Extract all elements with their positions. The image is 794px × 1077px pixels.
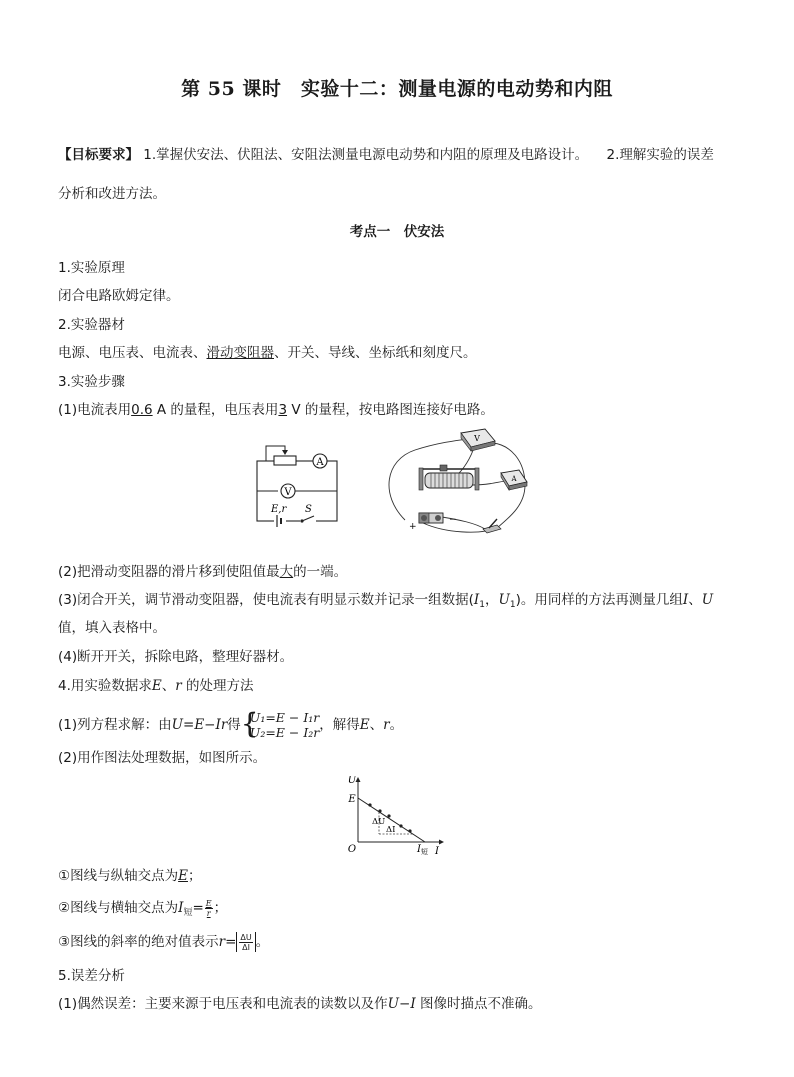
conclusion-2-eq: =	[192, 900, 204, 916]
step-1	[58, 400, 494, 420]
method-1-sep: 、	[369, 717, 384, 733]
equation-system	[240, 707, 320, 740]
voltmeter-device-label: V	[474, 434, 480, 443]
rheostat-device	[419, 465, 479, 490]
y-axis-label: U	[347, 776, 357, 786]
processing-heading-r: r	[175, 678, 182, 694]
step-1-voltmeter-range: 3	[278, 402, 288, 418]
conclusion-1-post: ；	[187, 868, 202, 884]
conclusion-3-pre: ③图线的斜率的绝对值表示	[58, 934, 219, 950]
principle-heading: 1.实验原理	[58, 260, 125, 276]
battery-device	[409, 513, 457, 532]
equipment-text-pre: 电源、电压表、电流表、	[58, 345, 207, 361]
step-3-comma: ，	[484, 592, 499, 608]
ammeter-device	[501, 470, 527, 490]
step-3-text-a: (3)闭合开关，调节滑动变阻器，使电流表有明显示数并记录一组数据(	[58, 592, 474, 608]
goals-continuation: 分析和改进方法。	[58, 186, 166, 202]
goals-label: 【目标要求】	[58, 147, 139, 163]
data-point	[368, 803, 371, 806]
equipment-heading: 2.实验器材	[58, 317, 125, 333]
step-1-mid: A 的量程，电压表用	[152, 402, 279, 418]
processing-heading-post: 的处理方法	[181, 678, 254, 694]
switch-device	[483, 519, 501, 533]
method-1-r: r	[383, 717, 390, 733]
method-1-post: ，解得	[319, 717, 360, 733]
conclusion-2-numerator: E	[205, 898, 212, 908]
page-title: 第 55 课时 实验十二：测量电源的电动势和内阻	[181, 78, 613, 100]
source-label: E,r	[271, 504, 287, 515]
section-title: 考点一 伏安法	[349, 224, 445, 240]
processing-heading-e: E	[151, 678, 162, 694]
step-1-pre: (1)电流表用	[58, 402, 132, 418]
conclusion-1-pre: ①图线与纵轴交点为	[58, 868, 179, 884]
voltmeter-device	[461, 429, 495, 451]
processing-heading	[58, 676, 254, 696]
step-4: (4)断开开关，拆除电路，整理好器材。	[58, 649, 294, 665]
x-axis-label: I	[435, 846, 439, 857]
method-1-equation: U=E−Ir	[171, 717, 228, 733]
step-2-post: 的一端。	[293, 564, 348, 580]
method-1-pre: (1)列方程求解：由	[58, 717, 172, 733]
equipment-text-post: 、开关、导线、坐标纸和刻度尺。	[274, 345, 477, 361]
error-heading: 5.误差分析	[58, 968, 125, 984]
step-3	[58, 590, 713, 615]
error-1-var: U−I	[387, 996, 416, 1012]
step-3-sub-2: 1	[509, 600, 516, 610]
step-3-var-u: U	[701, 592, 714, 608]
conclusion-2-pre: ②图线与横轴交点为	[58, 900, 179, 916]
conclusion-3-r: r	[218, 934, 226, 950]
error-1-pre: (1)偶然误差：主要来源于电压表和电流表的读数以及作	[58, 996, 388, 1012]
step-1-post: V 的量程，按电路图连接好电路。	[287, 402, 494, 418]
method-1	[58, 707, 404, 740]
method-1-e: E	[359, 717, 370, 733]
error-1	[58, 994, 541, 1014]
conclusion-3-fraction	[239, 933, 252, 952]
plus-terminal-label: +	[409, 522, 417, 532]
circuit-diagram	[250, 440, 342, 528]
voltmeter-label: V	[284, 487, 292, 498]
delta-u-label: ΔU	[372, 817, 386, 827]
data-point	[399, 824, 402, 827]
step-3-var-i: I	[682, 592, 689, 608]
conclusion-2-i: I	[178, 900, 184, 916]
goal-item-2: 2.理解实验的误差	[606, 147, 714, 163]
rheostat-symbol	[274, 456, 296, 465]
delta-i-label: ΔI	[386, 825, 396, 835]
ui-graph	[343, 776, 447, 858]
conclusion-2	[58, 898, 227, 923]
conclusion-3	[58, 932, 269, 952]
steps-heading: 3.实验步骤	[58, 374, 125, 390]
step-3-sub-1: 1	[479, 600, 485, 610]
equipment-text	[58, 343, 477, 363]
step-3-var-u1: U	[498, 592, 510, 608]
conclusion-1	[58, 866, 201, 886]
data-point	[408, 829, 411, 832]
conclusion-2-fraction	[205, 899, 213, 918]
equation-brace: {	[240, 707, 259, 740]
goal-item-1: 1.掌握伏安法、伏阻法、安阻法测量电源电动势和内阻的原理及电路设计。	[143, 147, 589, 163]
e-intercept-label: E	[348, 794, 356, 805]
conclusion-3-abs	[236, 932, 255, 952]
conclusion-2-sub: 短	[183, 908, 193, 918]
short-circuit-i: I	[417, 844, 421, 855]
equation-2: U₂=E − I₂r	[249, 725, 320, 740]
equipment-underlined: 滑动变阻器	[206, 345, 274, 361]
goals-line	[58, 145, 714, 165]
method-2: (2)用作图法处理数据，如图所示。	[58, 750, 267, 766]
conclusion-2-post: ；	[213, 900, 228, 916]
short-circuit-label	[416, 844, 428, 856]
step-1-ammeter-range: 0.6	[131, 402, 153, 418]
step-2	[58, 562, 347, 582]
step-3-continuation: 值，填入表格中。	[58, 620, 166, 636]
principle-text: 闭合电路欧姆定律。	[58, 288, 180, 304]
fit-line	[358, 798, 425, 842]
short-circuit-sub: 短	[420, 848, 428, 856]
step-2-pre: (2)把滑动变阻器的滑片移到使阻值最	[58, 564, 280, 580]
conclusion-3-numerator: ΔU	[240, 932, 252, 942]
origin-label: O	[347, 844, 357, 855]
method-1-get: 得	[227, 717, 241, 733]
conclusion-3-denominator: ΔI	[242, 942, 250, 952]
method-1-end: 。	[389, 717, 404, 733]
apparatus-sketch	[385, 425, 545, 543]
step-3-text-b: )。用同样的方法再测量几组	[515, 592, 683, 608]
conclusion-3-post: 。	[255, 934, 270, 950]
conclusion-2-denominator: r	[206, 908, 211, 918]
switch-label: S	[305, 504, 312, 515]
ammeter-device-label: A	[511, 475, 517, 483]
conclusion-3-eq: =	[225, 934, 237, 950]
step-3-var-i1: I	[473, 592, 480, 608]
step-3-sep: 、	[688, 592, 702, 608]
conclusion-1-value: E	[178, 868, 188, 884]
step-2-underlined: 大	[279, 564, 294, 580]
minus-terminal-label: −	[449, 515, 457, 525]
data-point	[387, 814, 390, 817]
equation-1: U₁=E − I₁r	[249, 710, 320, 725]
processing-heading-pre: 4.用实验数据求	[58, 678, 152, 694]
processing-heading-sep: 、	[161, 678, 176, 694]
ammeter-label: A	[316, 457, 324, 468]
error-1-post: 图像时描点不准确。	[415, 996, 542, 1012]
